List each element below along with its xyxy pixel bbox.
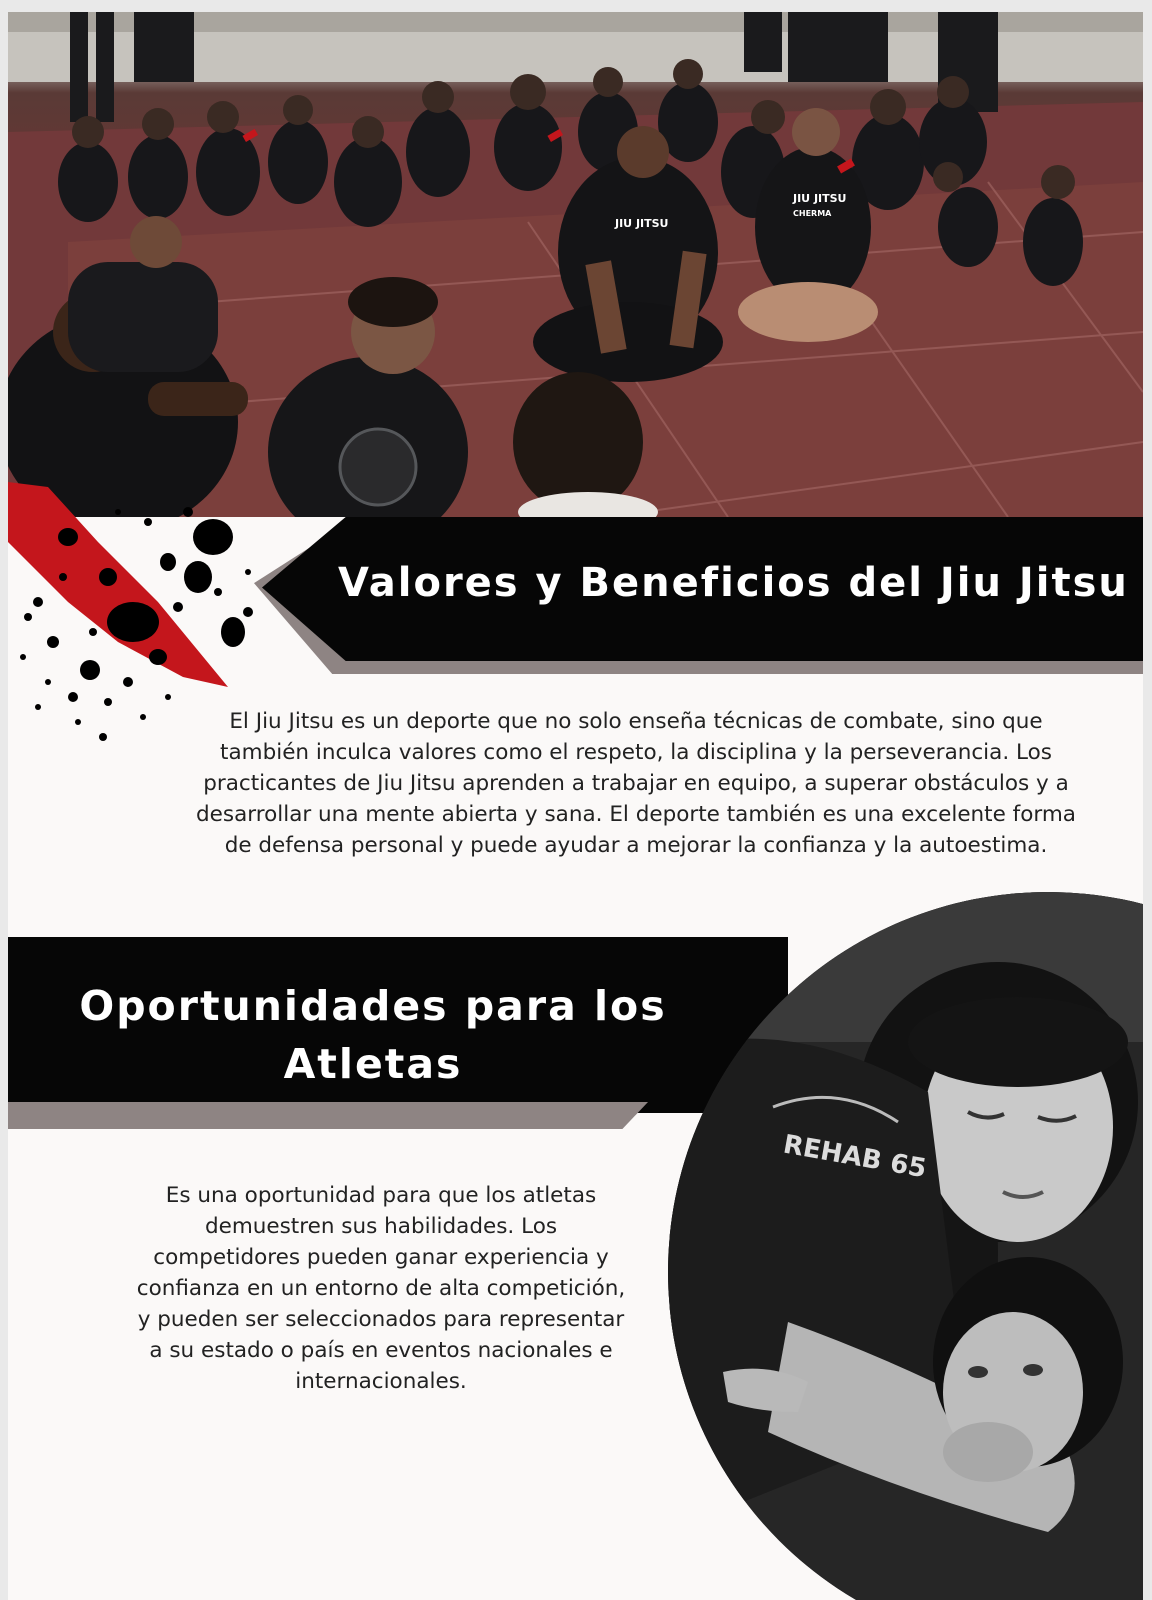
circle-shirt-logo: REHAB 65 — [780, 1129, 929, 1185]
athletes-photo — [668, 892, 1143, 1600]
section-body-text: El Jiu Jitsu es un deporte que no solo enseña técnicas de combate, sino que también inculca valores como el respeto, la disciplina y la perseverancia. Los practicantes de Jiu Jitsu aprenden a trabajar en equipo, a superar obstáculos y a desarrollar una mente abierta y sana. El deporte también es una excelente forma de defensa personal y puede ayudar a mejorar la confianza y la autoestima. — [196, 709, 1076, 858]
page — [8, 12, 1143, 1600]
hero-shirt-sublogo: CHERMA — [793, 209, 832, 218]
section-title: Oportunidades para los Atletas — [79, 982, 667, 1088]
hero-shirt-logo: JIU JITSU — [615, 217, 669, 230]
hero-shirt-logo: JIU JITSU — [793, 192, 847, 205]
section-title: Valores y Beneficios del Jiu Jitsu — [338, 560, 1129, 606]
section-body-text: Es una oportunidad para que los atletas demuestren sus habilidades. Los competidores pueden ganar experiencia y confianza en un entorno de alta competición, y pueden ser seleccionados para representar a su estado o país en eventos nacionales e internacionales. — [136, 1183, 626, 1394]
athletes-photo-illustration — [668, 892, 1143, 1600]
banner-shadow — [8, 1102, 648, 1129]
hero-photo-illustration — [8, 12, 1143, 517]
hero-photo — [8, 12, 1143, 517]
